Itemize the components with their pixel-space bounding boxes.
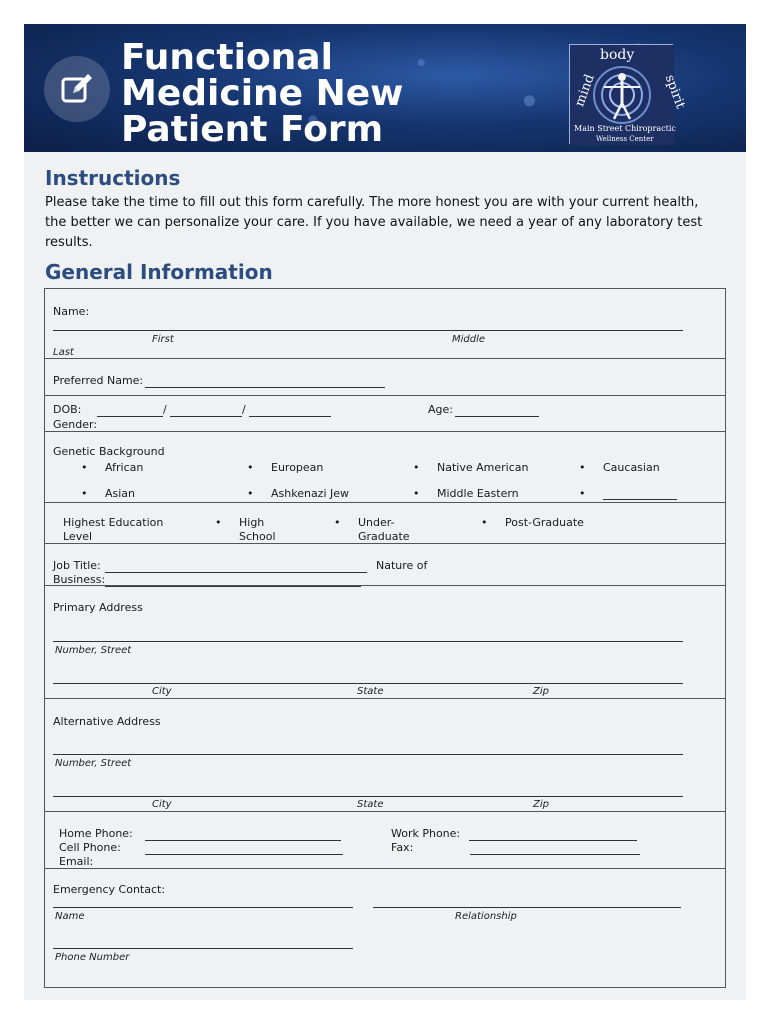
emergency-relationship-field[interactable] bbox=[373, 907, 681, 908]
edit-icon bbox=[44, 56, 110, 122]
genetic-option-caucasian[interactable]: Caucasian bbox=[603, 461, 660, 474]
emergency-relationship-caption: Relationship bbox=[455, 911, 517, 922]
general-information-form bbox=[44, 288, 726, 988]
emergency-name-field[interactable] bbox=[53, 907, 353, 908]
emergency-name-caption: Name bbox=[55, 911, 85, 922]
bullet-icon: • bbox=[215, 516, 222, 529]
preferred-name-field[interactable] bbox=[145, 387, 385, 388]
dob-label: DOB: bbox=[53, 403, 82, 416]
form-title-line-1: Functional bbox=[121, 37, 333, 78]
form-title bbox=[121, 37, 481, 150]
alternative-street-caption: Number, Street bbox=[55, 758, 132, 769]
bullet-icon: • bbox=[247, 487, 254, 500]
gender-label: Gender: bbox=[53, 418, 98, 431]
dob-month-field[interactable] bbox=[97, 416, 163, 417]
genetic-option-middle-eastern[interactable]: Middle Eastern bbox=[437, 487, 519, 500]
primary-state-caption: State bbox=[357, 686, 384, 697]
education-label: Highest Education bbox=[63, 516, 164, 529]
name-first-caption: First bbox=[152, 334, 174, 345]
bullet-icon: • bbox=[579, 461, 586, 474]
alternative-city-caption: City bbox=[152, 799, 172, 810]
nature-of-business-field[interactable] bbox=[105, 586, 361, 587]
cell-phone-label: Cell Phone: bbox=[59, 841, 121, 854]
dob-year-field[interactable] bbox=[249, 416, 331, 417]
primary-city-state-zip-field[interactable] bbox=[53, 683, 683, 684]
dob-day-field[interactable] bbox=[170, 416, 242, 417]
education-option-high-school-line-2: School bbox=[239, 530, 276, 543]
logo-spirit-text: spirit bbox=[661, 72, 688, 111]
logo-clinic-subname: Wellness Center bbox=[596, 135, 654, 143]
bullet-icon: • bbox=[413, 461, 420, 474]
dob-separator: / bbox=[242, 403, 246, 416]
page-header bbox=[24, 24, 746, 152]
form-title-line-3: Patient Form bbox=[121, 109, 384, 150]
row-divider bbox=[45, 502, 725, 503]
alternative-zip-caption: Zip bbox=[533, 799, 549, 810]
age-label: Age: bbox=[428, 403, 453, 416]
primary-zip-caption: Zip bbox=[533, 686, 549, 697]
bullet-icon: • bbox=[81, 487, 88, 500]
nature-of-business-label-line-2: Business: bbox=[53, 573, 106, 586]
fax-field[interactable] bbox=[470, 854, 640, 855]
bullet-icon: • bbox=[481, 516, 488, 529]
row-divider bbox=[45, 811, 725, 812]
row-divider bbox=[45, 431, 725, 432]
bullet-icon: • bbox=[579, 487, 586, 500]
bullet-icon: • bbox=[81, 461, 88, 474]
education-option-undergraduate[interactable]: Under- bbox=[358, 516, 395, 529]
work-phone-label: Work Phone: bbox=[391, 827, 461, 840]
genetic-option-native-american[interactable]: Native American bbox=[437, 461, 529, 474]
job-title-label: Job Title: bbox=[53, 559, 101, 572]
primary-address-label: Primary Address bbox=[53, 601, 143, 614]
alternative-address-label: Alternative Address bbox=[53, 715, 161, 728]
logo-mind-text: mind bbox=[572, 72, 598, 109]
form-title-line-2: Medicine New bbox=[121, 73, 404, 114]
logo-clinic-name: Main Street Chiropractic bbox=[574, 124, 676, 133]
alternative-state-caption: State bbox=[357, 799, 384, 810]
row-divider bbox=[45, 395, 725, 396]
emergency-phone-field[interactable] bbox=[53, 948, 353, 949]
alternative-street-field[interactable] bbox=[53, 754, 683, 755]
fax-label: Fax: bbox=[391, 841, 414, 854]
genetic-option-european[interactable]: European bbox=[271, 461, 324, 474]
genetic-option-african[interactable]: African bbox=[105, 461, 144, 474]
nature-of-business-label: Nature of bbox=[376, 559, 428, 572]
education-label-line-2: Level bbox=[63, 530, 93, 543]
job-title-field[interactable] bbox=[105, 572, 367, 573]
genetic-option-asian[interactable]: Asian bbox=[105, 487, 136, 500]
primary-city-caption: City bbox=[152, 686, 172, 697]
row-divider bbox=[45, 698, 725, 699]
name-last-caption: Last bbox=[53, 347, 74, 358]
name-field[interactable] bbox=[53, 330, 683, 331]
work-phone-field[interactable] bbox=[469, 840, 637, 841]
education-option-undergraduate-line-2: Graduate bbox=[358, 530, 410, 543]
genetic-other-field[interactable] bbox=[603, 499, 677, 500]
logo-body-text: body bbox=[600, 47, 635, 63]
instructions-text: Please take the time to fill out this form carefully. The more honest you are with your current health, the better we can personalize your care. If you have available, we need a year of any laboratory test results. bbox=[45, 195, 703, 250]
home-phone-field[interactable] bbox=[145, 840, 341, 841]
bullet-icon: • bbox=[334, 516, 341, 529]
preferred-name-label: Preferred Name: bbox=[53, 374, 144, 387]
bullet-icon: • bbox=[247, 461, 254, 474]
name-middle-caption: Middle bbox=[452, 334, 486, 345]
row-divider bbox=[45, 585, 725, 586]
education-option-high-school[interactable]: High bbox=[239, 516, 265, 529]
primary-street-caption: Number, Street bbox=[55, 645, 132, 656]
instructions-heading: Instructions bbox=[45, 166, 181, 190]
row-divider bbox=[45, 543, 725, 544]
home-phone-label: Home Phone: bbox=[59, 827, 133, 840]
row-divider bbox=[45, 868, 725, 869]
email-label: Email: bbox=[59, 855, 94, 868]
education-option-post-graduate[interactable]: Post-Graduate bbox=[505, 516, 584, 529]
clinic-logo bbox=[569, 44, 688, 144]
emergency-contact-label: Emergency Contact: bbox=[53, 883, 166, 896]
alternative-city-state-zip-field[interactable] bbox=[53, 796, 683, 797]
general-information-heading: General Information bbox=[45, 260, 273, 284]
row-divider bbox=[45, 358, 725, 359]
emergency-phone-caption: Phone Number bbox=[55, 952, 130, 963]
name-label: Name: bbox=[53, 305, 90, 318]
primary-street-field[interactable] bbox=[53, 641, 683, 642]
cell-phone-field[interactable] bbox=[145, 854, 343, 855]
bullet-icon: • bbox=[413, 487, 420, 500]
age-field[interactable] bbox=[455, 416, 539, 417]
genetic-background-label: Genetic Background bbox=[53, 445, 165, 458]
dob-separator: / bbox=[163, 403, 167, 416]
genetic-option-ashkenazi-jew[interactable]: Ashkenazi Jew bbox=[271, 487, 350, 500]
form-page bbox=[24, 24, 746, 1000]
